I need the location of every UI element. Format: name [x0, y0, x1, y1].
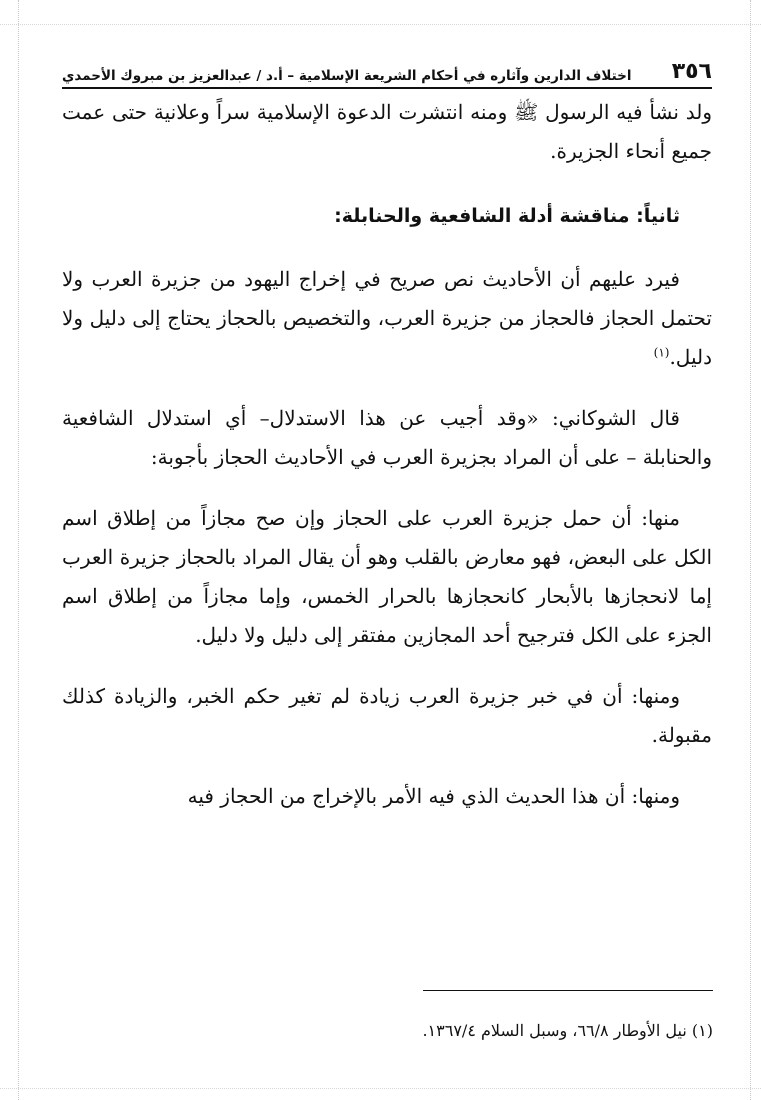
paragraph: [62, 260, 712, 377]
paragraph-text: فيرد عليهم أن الأحاديث نص صريح في إخراج اليهود من جزيرة العرب ولا تحتمل الحجاز فالحجاز من جزيرة العرب، والتخصيص بالحجاز يحتاج إلى دليل ولا دليل.: [62, 267, 712, 369]
paragraph: ومنها: أن هذا الحديث الذي فيه الأمر بالإخراج من الحجاز فيه: [187, 784, 680, 808]
paragraph: ولد نشأ فيه الرسول ﷺ ومنه انتشرت الدعوة الإسلامية سراً وعلانية حتى عمت جميع أنحاء الجزيرة.: [62, 100, 712, 163]
paragraph: قال الشوكاني: «وقد أجيب عن هذا الاستدلال– أي استدلال الشافعية والحنابلة – على أن المراد بجزيرة العرب في الأحاديث الحجاز بأجوبة:: [62, 406, 712, 469]
footnote: (١) نيل الأوطار ٦٦/٨، وسبل السلام ١٣٦٧/٤.: [422, 1021, 713, 1040]
margin-guide: [750, 0, 751, 1100]
running-title: اختلاف الدارين وآثاره في أحكام الشريعة الإسلامية – أ.د / عبدالعزيز بن مبروك الأحمدي: [62, 68, 632, 84]
margin-guide: [18, 0, 19, 1100]
page-header: [62, 50, 712, 89]
page-number: ٣٥٦: [671, 59, 712, 84]
margin-guide: [0, 1088, 761, 1089]
footnote-reference[interactable]: (١): [653, 345, 670, 360]
book-page: [62, 50, 712, 816]
paragraph: منها: أن حمل جزيرة العرب على الحجاز وإن صح مجازاً من إطلاق اسم الكل على البعض، فهو معارض بالقلب وهو أن يقال المراد بالحجاز جزيرة العرب إما لانحجازها بالأبحار كانحجازها بالحرار الخمس، وإما مجازاً من إطلاق اسم الجزء على الكل فترجيح أحد المجازين مفتقر إلى دليل ولا دليل.: [62, 506, 712, 647]
body-text: [62, 93, 712, 816]
footnote-separator: [423, 990, 713, 991]
margin-guide: [0, 24, 761, 25]
section-heading: ثانياً: مناقشة أدلة الشافعية والحنابلة:: [334, 205, 680, 227]
paragraph: ومنها: أن في خبر جزيرة العرب زيادة لم تغير حكم الخبر، والزيادة كذلك مقبولة.: [62, 684, 712, 747]
